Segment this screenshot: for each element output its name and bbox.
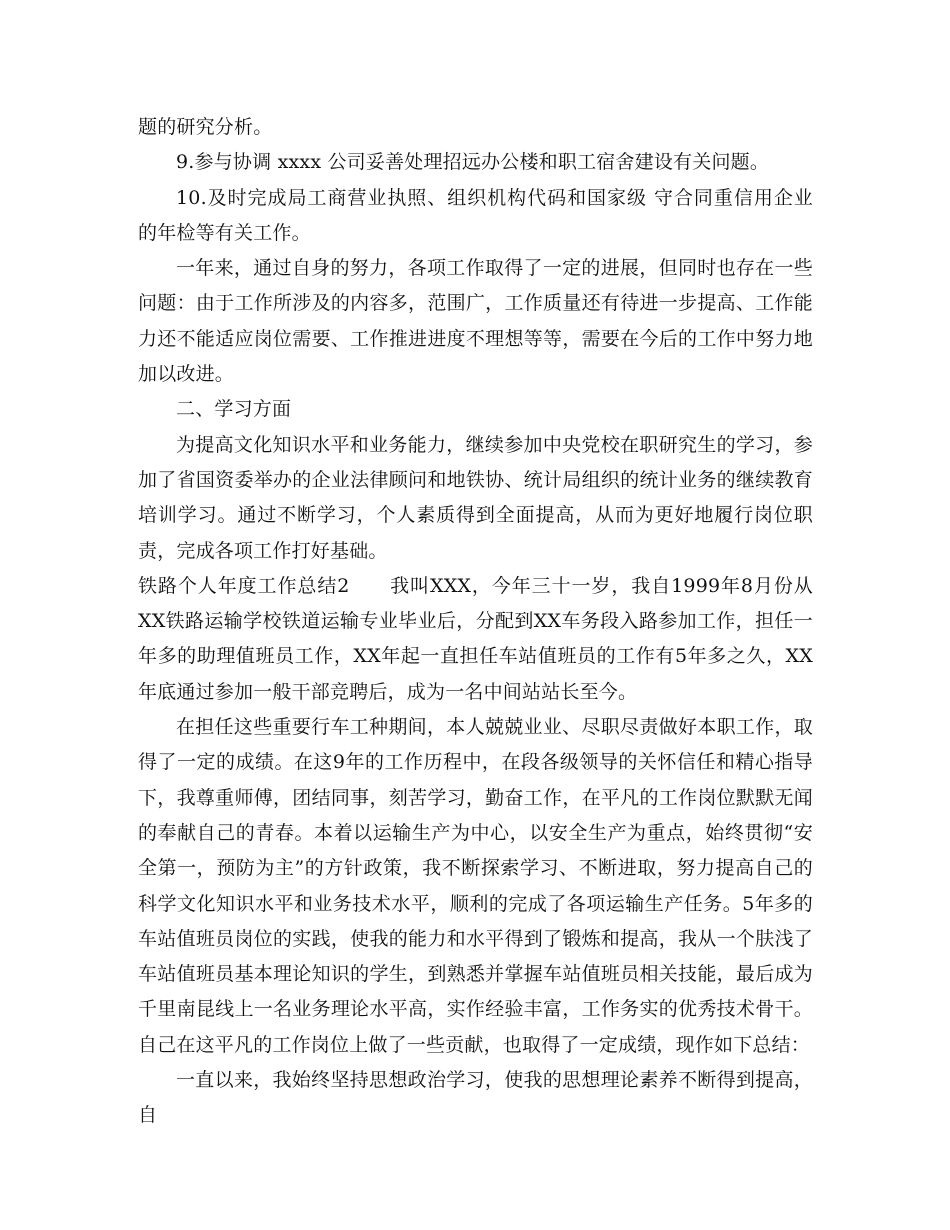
paragraph-continuation: 题的研究分析。 xyxy=(138,116,273,138)
paragraph-item-10: 10.及时完成局工商营业执照、组织机构代码和国家级 守合同重信用企业 的年检等有关工作。 xyxy=(138,186,813,244)
document-body xyxy=(138,110,813,1134)
paragraph-work-history: 在担任这些重要行车工种期间，本人兢兢业业、尽职尽责做好本职工作，取得了一定的成绩。在这9年的工作历程中，在段各级领导的关怀信任和精心指导下，我尊重师傅，团结同事，刻苦学习，勤奋工作，在平凡的工作岗位默默无闻的奉献自己的青春。本着以运输生产为中心，以安全生产为重点，始终贯彻“安全第一，预防为主”的方针政策，我不断探索学习、不断进取，努力提高自己的科学文化知识水平和业务技术水平，顺利的完成了各项运输生产任务。5年多的车站值班员岗位的实践，使我的能力和水平得到了锻炼和提高，我从一个肤浅了车站值班员基本理论知识的学生，到熟悉并掌握车站值班员相关技能，最后成为千里南昆线上一名业务理论水平高，实作经验丰富，工作务实的优秀技术骨干。自己在这平凡的工作岗位上做了一些贡献，也取得了一定成绩，现作如下总结： xyxy=(138,716,813,1056)
paragraph-year-review: 一年来，通过自身的努力，各项工作取得了一定的进展，但同时也存在一些问题：由于工作所涉及的内容多，范围广，工作质量还有待进一步提高、工作能力还不能适应岗位需要、工作推进进度不理想等等，需要在今后的工作中努力地加以改进。 xyxy=(138,257,813,386)
paragraph-political-study: 一直以来，我始终坚持思想政治学习，使我的思想理论素养不断得到提高，自 xyxy=(138,1069,813,1127)
paragraph-study: 为提高文化知识水平和业务能力，继续参加中央党校在职研究生的学习，参加了省国资委举办的企业法律顾问和地铁协、统计局组织的统计业务的继续教育培训学习。通过不断学习，个人素质得到全面提高，从而为更好地履行岗位职责，完成各项工作打好基础。 xyxy=(138,433,813,562)
section-heading-study: 二、学习方面 xyxy=(176,398,292,421)
paragraph-summary-2-intro: 铁路个人年度工作总结2 我叫XXX，今年三十一岁，我自1999年8月份从XX铁路运输学校铁道运输专业毕业后，分配到XX车务段入路参加工作，担任一年多的助理值班员工作，XX年起一直担任车站值班员的工作有5年多之久，XX年底通过参加一般干部竞聘后，成为一名中间站站长至今。 xyxy=(138,574,813,703)
paragraph-item-9: 9.参与协调 xxxx 公司妥善处理招远办公楼和职工宿舍建设有关问题。 xyxy=(176,151,770,174)
